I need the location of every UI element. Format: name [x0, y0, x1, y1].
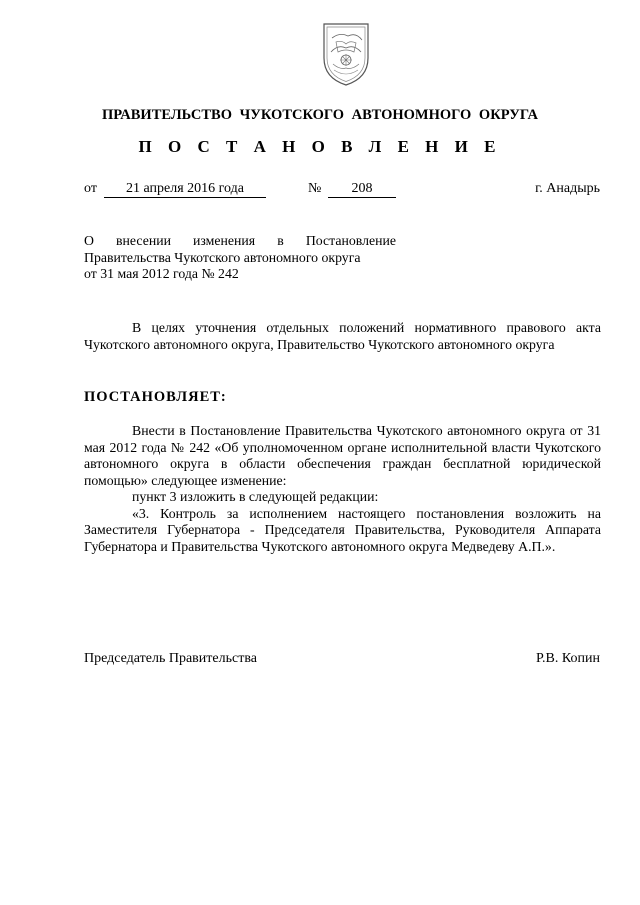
preamble-paragraph: В целях уточнения отдельных положений нормативного правового акта Чукотского автономного округа, Правительство Чукотского автономного округа: [84, 320, 601, 352]
document-type: П О С Т А Н О В Л Е Н И Е: [138, 137, 502, 156]
document-date: 21 апреля 2016 года: [104, 181, 266, 198]
number-label: №: [308, 181, 322, 196]
subject-line: от 31 мая 2012 года № 242: [84, 266, 239, 281]
date-label: от: [84, 181, 97, 196]
resolve-heading: ПОСТАНОВЛЯЕТ:: [84, 389, 227, 405]
signatory-name: Р.В. Копин: [536, 651, 600, 666]
subject-line: Правительства Чукотского автономного округа: [84, 249, 361, 265]
document-subject: [84, 233, 396, 283]
document-number: 208: [328, 181, 396, 198]
coat-of-arms-icon: [316, 18, 376, 88]
organization-title: ПРАВИТЕЛЬСТВО ЧУКОТСКОГО АВТОНОМНОГО ОКРУГА: [102, 107, 538, 123]
document-city: г. Анадырь: [535, 181, 600, 196]
resolution-text: [84, 423, 601, 555]
signatory-position: Председатель Правительства: [84, 651, 257, 666]
preamble: [84, 320, 601, 353]
resolution-paragraph: Внести в Постановление Правительства Чукотского автономного округа от 31 мая 2012 года № 242 «Об уполномоченном органе исполнительной власти Чукотского автономного округа в области обеспечения граждан бесплатной юридической помощью» следующее изменение:: [84, 423, 601, 488]
subject-line: О внесении изменения в Постановление: [84, 233, 396, 248]
resolution-paragraph: пункт 3 изложить в следующей редакции:: [132, 489, 379, 504]
resolution-paragraph: «3. Контроль за исполнением настоящего постановления возложить на Заместителя Губернатора - Председателя Правительства, Руководителя Аппарата Губернатора и Правительства Чукотского автономного округа Медведеву А.П.».: [84, 505, 601, 554]
